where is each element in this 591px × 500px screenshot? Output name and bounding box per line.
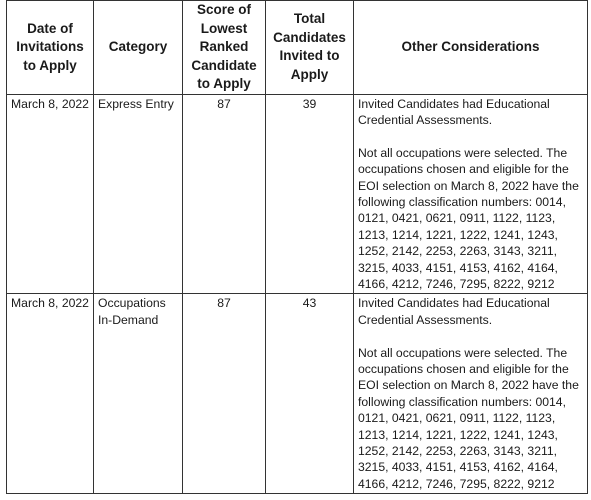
header-date: Date of Invitations to Apply [7, 1, 94, 95]
invitations-table [6, 0, 588, 494]
other-paragraph-ecas: Invited Candidates had Educational Credential Assessments. [358, 96, 550, 127]
header-score: Score of Lowest Ranked Candidate to Apply [183, 1, 266, 95]
header-category: Category [94, 1, 183, 95]
table-body [7, 94, 588, 494]
header-other: Other Considerations [354, 1, 588, 95]
cell-date: March 8, 2022 [7, 94, 94, 294]
table-row [7, 94, 588, 294]
other-paragraph-ecas: Invited Candidates had Educational Credential Assessments. [358, 296, 550, 327]
other-paragraph-occupations: Not all occupations were selected. The occupations chosen and eligible for the EOI selection on March 8, 2022 have the following classification numbers: 0014, 0121, 0421, 0621, 0911, 1122, 1123, 1213, 1214, 1221, 1222, 1241, 1243, 1252, 2142, 2253, 2263, 3143, 3211, 3215, 4033, 4151, 4153, 4162, 4164, 4166, 4212, 7246, 7295, 8222, 9212 [358, 345, 579, 491]
cell-total: 43 [266, 294, 354, 494]
cell-category: Express Entry [94, 94, 183, 294]
table-row [7, 294, 588, 494]
cell-score: 87 [183, 94, 266, 294]
cell-score: 87 [183, 294, 266, 494]
cell-other-considerations [354, 294, 588, 494]
cell-date: March 8, 2022 [7, 294, 94, 494]
cell-other-considerations [354, 94, 588, 294]
header-row [7, 1, 588, 95]
header-total: Total Candidates Invited to Apply [266, 1, 354, 95]
other-paragraph-occupations: Not all occupations were selected. The occupations chosen and eligible for the EOI selection on March 8, 2022 have the following classification numbers: 0014, 0121, 0421, 0621, 0911, 1122, 1123, 1213, 1214, 1221, 1222, 1241, 1243, 1252, 2142, 2253, 2263, 3143, 3211, 3215, 4033, 4151, 4153, 4162, 4164, 4166, 4212, 7246, 7295, 8222, 9212 [358, 145, 579, 291]
cell-total: 39 [266, 94, 354, 294]
table-header [7, 1, 588, 95]
cell-category: Occupations In-Demand [94, 294, 183, 494]
